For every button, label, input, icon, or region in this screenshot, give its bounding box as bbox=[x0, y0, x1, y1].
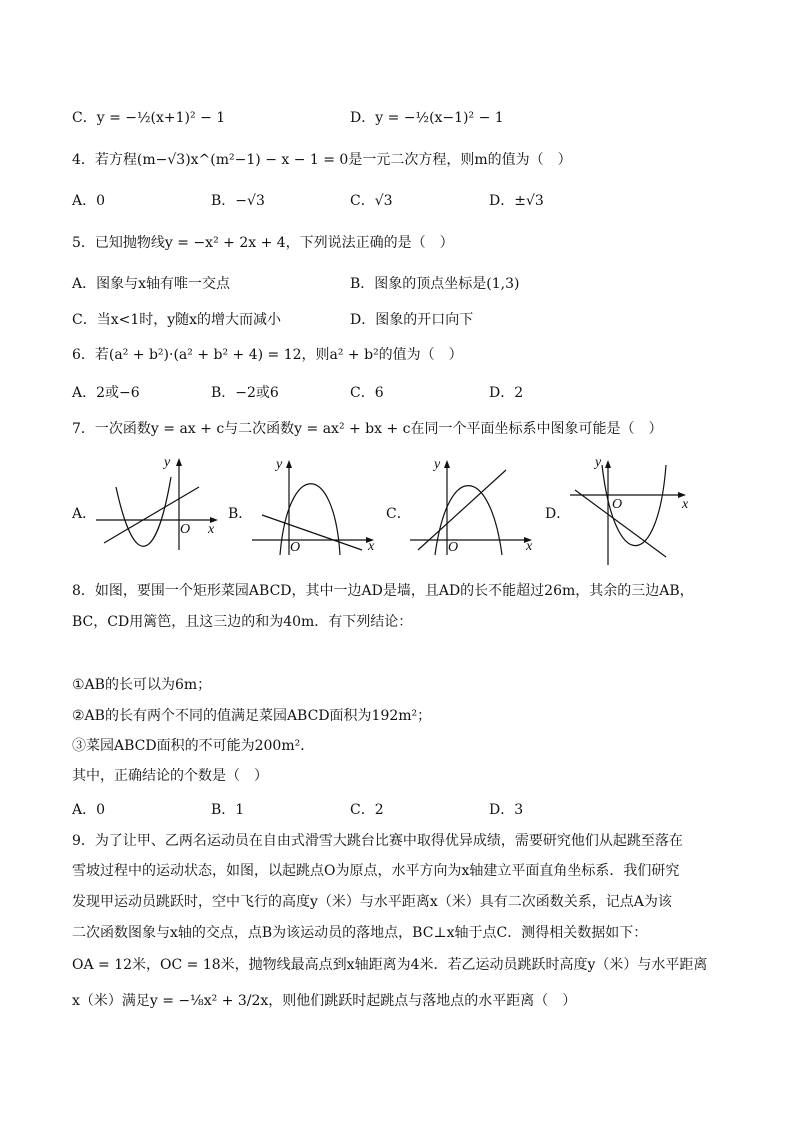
q7-a-y-label: y bbox=[164, 455, 171, 470]
q7-a-origin-label: O bbox=[180, 522, 191, 537]
q7-graph-d bbox=[570, 455, 700, 565]
q8-option-b: B．1 bbox=[211, 802, 245, 818]
q7-d-x-label: x bbox=[682, 497, 689, 512]
q7-b-origin-label: O bbox=[290, 540, 301, 555]
q4-option-b: B．−√3 bbox=[211, 193, 265, 209]
q7-graph-label-c: C． bbox=[386, 506, 411, 522]
q5-stem: 5．已知抛物线y = −x² + 2x + 4，下列说法正确的是（ ） bbox=[72, 235, 454, 251]
q6-option-c: C．6 bbox=[350, 385, 384, 401]
q7-graph-label-b: B． bbox=[228, 506, 253, 522]
q9-line-4: 二次函数图象与x轴的交点，点B为该运动员的落地点，BC⊥x轴于点C．测得相关数据如下： bbox=[72, 925, 648, 941]
q8-stem-line2: BC，CD用篱笆，且这三边的和为40m．有下列结论： bbox=[72, 614, 413, 630]
q8-conclusion-1: ①AB的长可以为6m； bbox=[72, 677, 212, 693]
q7-d-y-label: y bbox=[595, 455, 602, 470]
q6-stem: 6．若(a² + b²)·(a² + b² + 4) = 12，则a² + b²的值为（ ） bbox=[72, 347, 463, 363]
q8-conclusion-2: ②AB的长有两个不同的值满足菜园ABCD面积为192m²； bbox=[72, 708, 432, 724]
q8-conclusion-3: ③菜园ABCD面积的不可能为200m²． bbox=[72, 738, 315, 754]
q7-c-y-label: y bbox=[434, 457, 441, 472]
q9-line-2: 雪坡过程中的运动状态，如图，以起跳点O为原点，水平方向为x轴建立平面直角坐标系．我们研究 bbox=[72, 863, 680, 879]
q8-question: 其中，正确结论的个数是（ ） bbox=[72, 768, 268, 784]
q8-option-c: C．2 bbox=[350, 802, 384, 818]
q7-d-origin-label: O bbox=[612, 497, 623, 512]
q7-graph-label-a: A． bbox=[72, 506, 97, 522]
q3-option-c: C．y = −½(x+1)² − 1 bbox=[72, 110, 226, 126]
q7-graph-a bbox=[96, 455, 221, 550]
q3-option-d: D．y = −½(x−1)² − 1 bbox=[350, 110, 504, 126]
q5-option-c: C．当x<1时，y随x的增大而减小 bbox=[72, 312, 282, 328]
q9-line-1: 9．为了让甲、乙两名运动员在自由式滑雪大跳台比赛中取得优异成绩，需要研究他们从起跳至落在 bbox=[72, 833, 683, 849]
q6-option-d: D．2 bbox=[489, 385, 524, 401]
q8-stem-line1: 8．如图，要围一个矩形菜园ABCD，其中一边AD是墙，且AD的长不能超过26m，其余的三边AB， bbox=[72, 583, 694, 599]
q7-graph-b bbox=[252, 455, 380, 555]
q9-line-6: x（米）满足y = −⅛x² + 3/2x，则他们跳跃时起跳点与落地点的水平距离（ ） bbox=[72, 993, 577, 1009]
q9-line-3: 发现甲运动员跳跃时，空中飞行的高度y（米）与水平距离x（米）具有二次函数关系，记点A为该 bbox=[72, 894, 672, 910]
q9-line-5: OA = 12米，OC = 18米，抛物线最高点到x轴距离为4米．若乙运动员跳跃时高度y（米）与水平距离 bbox=[72, 957, 708, 973]
q4-option-c: C．√3 bbox=[350, 193, 393, 209]
q6-option-a: A．2或−6 bbox=[72, 385, 140, 401]
q4-stem: 4．若方程(m−√3)x^(m²−1) − x − 1 = 0是一元二次方程，则m的值为（ ） bbox=[72, 152, 572, 168]
q7-c-origin-label: O bbox=[448, 540, 459, 555]
q8-option-a: A．0 bbox=[72, 802, 106, 818]
q7-b-y-label: y bbox=[276, 457, 283, 472]
q4-option-a: A．0 bbox=[72, 193, 106, 209]
q5-option-d: D．图象的开口向下 bbox=[350, 312, 474, 328]
q7-graph-label-d: D． bbox=[545, 506, 571, 522]
q5-option-a: A．图象与x轴有唯一交点 bbox=[72, 276, 231, 292]
q4-option-d: D．±√3 bbox=[489, 193, 544, 209]
q6-option-b: B．−2或6 bbox=[211, 385, 279, 401]
q5-option-b: B．图象的顶点坐标是(1,3) bbox=[350, 276, 520, 292]
q8-option-d: D．3 bbox=[489, 802, 524, 818]
q7-c-x-label: x bbox=[526, 539, 533, 554]
q7-b-x-label: x bbox=[368, 539, 375, 554]
q7-a-x-label: x bbox=[208, 522, 215, 537]
q7-stem: 7．一次函数y = ax + c与二次函数y = ax² + bx + c在同一个平面坐标系中图象可能是（ ） bbox=[72, 421, 663, 437]
q7-graph-c bbox=[410, 455, 538, 555]
